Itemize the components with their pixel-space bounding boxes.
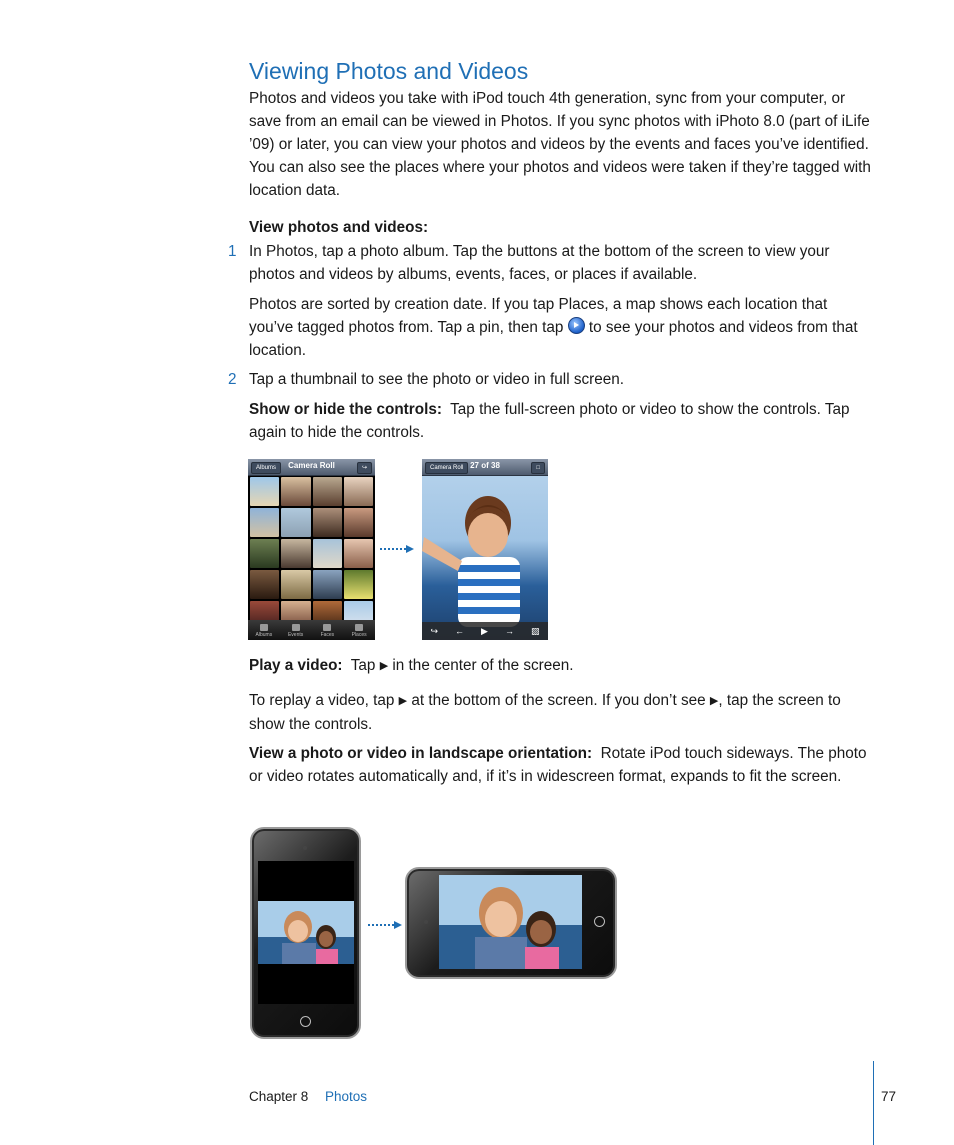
photo-thumbnail[interactable] (250, 477, 279, 506)
photo-thumbnail[interactable] (313, 477, 342, 506)
photo-navbar (422, 459, 548, 476)
portrait-photo-image (258, 861, 354, 1004)
page-number: 77 (881, 1089, 897, 1104)
previous-icon[interactable]: ← (455, 626, 465, 636)
next-icon[interactable]: → (504, 626, 514, 636)
landscape-screen (439, 875, 582, 969)
trash-icon[interactable]: ▨ (530, 625, 540, 636)
photo-thumbnail[interactable] (313, 508, 342, 537)
play-icon: ▶ (709, 695, 719, 707)
full-screen-photo[interactable] (422, 459, 548, 640)
camera-roll-title: Camera Roll (288, 461, 335, 470)
info-arrow-icon (568, 317, 585, 334)
footer-chapter: Chapter 8 (249, 1089, 309, 1104)
landscape-paragraph: View a photo or video in landscape orientation: Rotate iPod touch sideways. The photo or video rotates automatically and, if it’s in widescreen format, expands to fit the screen. (249, 745, 867, 785)
home-button[interactable] (300, 1016, 311, 1027)
step-1-number: 1 (228, 243, 237, 260)
show-hide-controls-paragraph: Show or hide the controls: Tap the full-screen photo or video to show the controls. Tap again to hide the controls. (249, 401, 850, 441)
photo-thumbnail[interactable] (344, 477, 373, 506)
tab-events[interactable]: Events (281, 624, 311, 640)
tab-faces[interactable]: Faces (312, 624, 342, 640)
rotation-arrow (368, 924, 394, 926)
share-icon[interactable]: ↪ (357, 462, 372, 474)
photo-thumbnail[interactable] (281, 570, 310, 599)
landscape-photo-image (439, 875, 582, 969)
tab-places[interactable]: Places (344, 624, 374, 640)
step-1-text: In Photos, tap a photo album. Tap the buttons at the bottom of the screen to view your photos and videos by albums, events, faces, or places if available. (249, 243, 830, 283)
step-2-number: 2 (228, 371, 237, 388)
ipod-landscape-device (405, 867, 617, 979)
camera-roll-back-button[interactable]: Camera Roll (425, 462, 468, 474)
step-2-text: Tap a thumbnail to see the photo or video in full screen. (249, 371, 625, 388)
home-button[interactable] (594, 916, 605, 927)
footer-section: Photos (325, 1089, 368, 1104)
camera-roll-navbar (248, 459, 375, 476)
albums-back-button[interactable]: Albums (251, 462, 281, 474)
tab-bar (248, 620, 375, 640)
front-camera (303, 846, 307, 850)
portrait-screen (258, 861, 354, 1004)
arrow-head-icon (394, 921, 402, 929)
play-icon[interactable]: ▶ (481, 625, 488, 636)
camera-roll-screen (248, 459, 375, 640)
play-video-paragraph: Play a video: Tap ▶ in the center of the screen. (249, 657, 574, 674)
photo-thumbnail[interactable] (250, 570, 279, 599)
share-icon[interactable]: ↪ (430, 625, 439, 636)
front-camera (424, 920, 428, 924)
photo-thumbnail[interactable] (250, 508, 279, 537)
transition-arrow (380, 548, 406, 550)
footer-divider (873, 1061, 874, 1145)
photo-thumbnail[interactable] (281, 508, 310, 537)
photo-thumbnail[interactable] (313, 539, 342, 568)
thumbnail-grid (250, 477, 373, 620)
view-photos-label: View photos and videos: (249, 219, 429, 236)
intro-paragraph: Photos and videos you take with iPod touch 4th generation, sync from your computer, or save from an email can be viewed in Photos. If you sync photos with iPhoto 8.0 (part of iLife ’09) or later, you can view your photos and videos by the events and faces you’ve identified. You can also see the places where your photos and videos were taken if they’re tagged with location data. (249, 90, 871, 199)
photo-count-title: 27 of 38 (470, 461, 500, 470)
photo-thumbnail[interactable] (313, 570, 342, 599)
replay-video-paragraph: To replay a video, tap ▶ at the bottom of the screen. If you don’t see ▶, tap the screen to show the controls. (249, 692, 841, 733)
photo-thumbnail[interactable] (344, 508, 373, 537)
photo-thumbnail[interactable] (250, 539, 279, 568)
video-thumbnail[interactable] (344, 539, 373, 568)
photo-controls (422, 622, 548, 640)
arrow-head-icon (406, 545, 414, 553)
slideshow-icon[interactable]: □ (531, 462, 545, 474)
boy-portrait-image (422, 459, 548, 640)
page-title: Viewing Photos and Videos (249, 58, 529, 84)
video-thumbnail[interactable] (281, 539, 310, 568)
step-1-detail: Photos are sorted by creation date. If you tap Places, a map shows each location that you’ve tagged photos from. Tap a pin, then tap to see your photos and videos from that location. (249, 296, 858, 359)
tab-albums[interactable]: Albums (249, 624, 279, 640)
play-icon: ▶ (379, 660, 389, 672)
ipod-portrait-device (250, 827, 361, 1039)
play-icon: ▶ (398, 695, 408, 707)
photo-thumbnail[interactable] (281, 477, 310, 506)
photo-thumbnail[interactable] (344, 570, 373, 599)
